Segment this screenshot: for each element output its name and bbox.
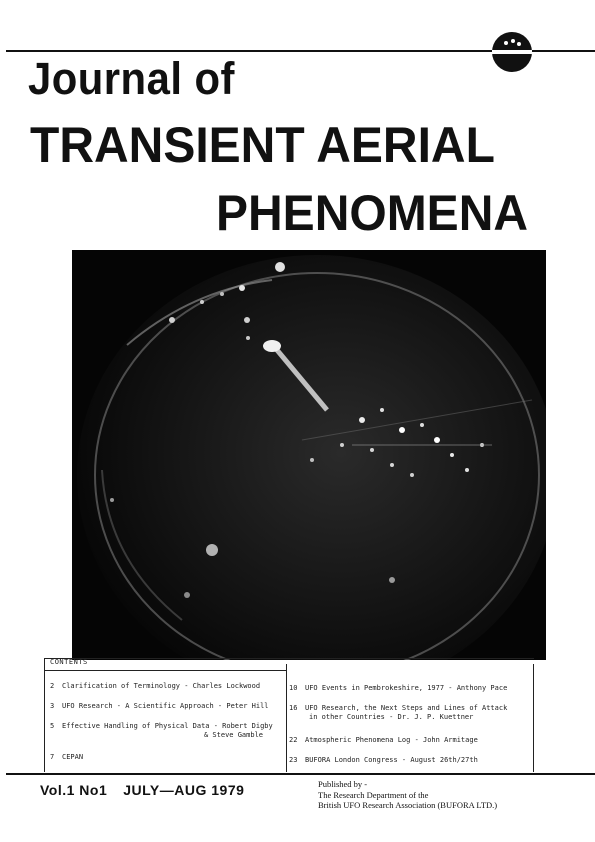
entry-page: 10 bbox=[289, 684, 298, 692]
entry-text-continued: in other Countries - Dr. J. P. Kuettner bbox=[309, 713, 474, 721]
contents-entry-right-4 bbox=[289, 756, 478, 765]
contents-entry-left-3-cont bbox=[204, 731, 263, 740]
entry-text: Clarification of Terminology - Charles Lockwood bbox=[62, 682, 261, 690]
contents-table bbox=[44, 658, 534, 772]
issue-info bbox=[40, 782, 244, 798]
contents-column-divider bbox=[286, 664, 287, 772]
entry-text: UFO Events in Pembrokeshire, 1977 - Anthony Pace bbox=[305, 684, 508, 692]
contents-left-border bbox=[44, 658, 45, 772]
entry-text: BUFORA London Congress - August 26th/27th bbox=[305, 756, 478, 764]
entry-text-continued: & Steve Gamble bbox=[204, 731, 264, 739]
entry-text: Effective Handling of Physical Data - Robert Digby bbox=[62, 722, 273, 730]
contents-entry-left-1 bbox=[50, 682, 260, 691]
entry-page: 23 bbox=[289, 756, 298, 764]
entry-text: CEPAN bbox=[62, 753, 84, 761]
publisher-line1: The Research Department of the bbox=[318, 789, 429, 800]
entry-page: 5 bbox=[50, 722, 55, 730]
entry-text: Atmospheric Phenomena Log - John Armitage bbox=[305, 736, 478, 744]
contents-entry-right-3 bbox=[289, 736, 478, 745]
contents-entry-left-2 bbox=[50, 702, 269, 711]
entry-page: 7 bbox=[50, 753, 55, 761]
entry-page: 3 bbox=[50, 702, 55, 710]
journal-title-line3: PHENOMENA bbox=[216, 185, 529, 241]
entry-text: UFO Research - A Scientific Approach - Peter Hill bbox=[62, 702, 269, 710]
publisher-line2: British UFO Research Association (BUFORA LTD.) bbox=[318, 800, 498, 810]
publisher-info bbox=[318, 779, 588, 811]
journal-title-line2: TRANSIENT AERIAL bbox=[30, 117, 495, 173]
published-by-label: Published by - bbox=[318, 779, 368, 789]
contents-entry-right-2-cont bbox=[309, 713, 473, 722]
bottom-rule bbox=[6, 773, 595, 775]
contents-entry-left-4 bbox=[50, 753, 83, 762]
cover-photo-radar-screen bbox=[72, 250, 546, 660]
entry-page: 16 bbox=[289, 704, 298, 712]
journal-title-line1: Journal of bbox=[28, 53, 235, 104]
contents-entry-right-1 bbox=[289, 684, 507, 693]
issue-date: JULY—AUG 1979 bbox=[123, 782, 245, 798]
contents-right-border bbox=[533, 664, 534, 772]
contents-entry-right-2 bbox=[289, 704, 507, 713]
contents-entry-left-3 bbox=[50, 722, 273, 731]
contents-heading: CONTENTS bbox=[50, 658, 88, 666]
volume-number: Vol.1 No1 bbox=[40, 782, 108, 798]
entry-page: 22 bbox=[289, 736, 298, 744]
contents-top-border bbox=[44, 658, 534, 659]
entry-text: UFO Research, the Next Steps and Lines of Attack bbox=[305, 704, 508, 712]
contents-heading-rule bbox=[44, 670, 286, 671]
bufora-logo bbox=[491, 31, 533, 73]
entry-page: 2 bbox=[50, 682, 55, 690]
